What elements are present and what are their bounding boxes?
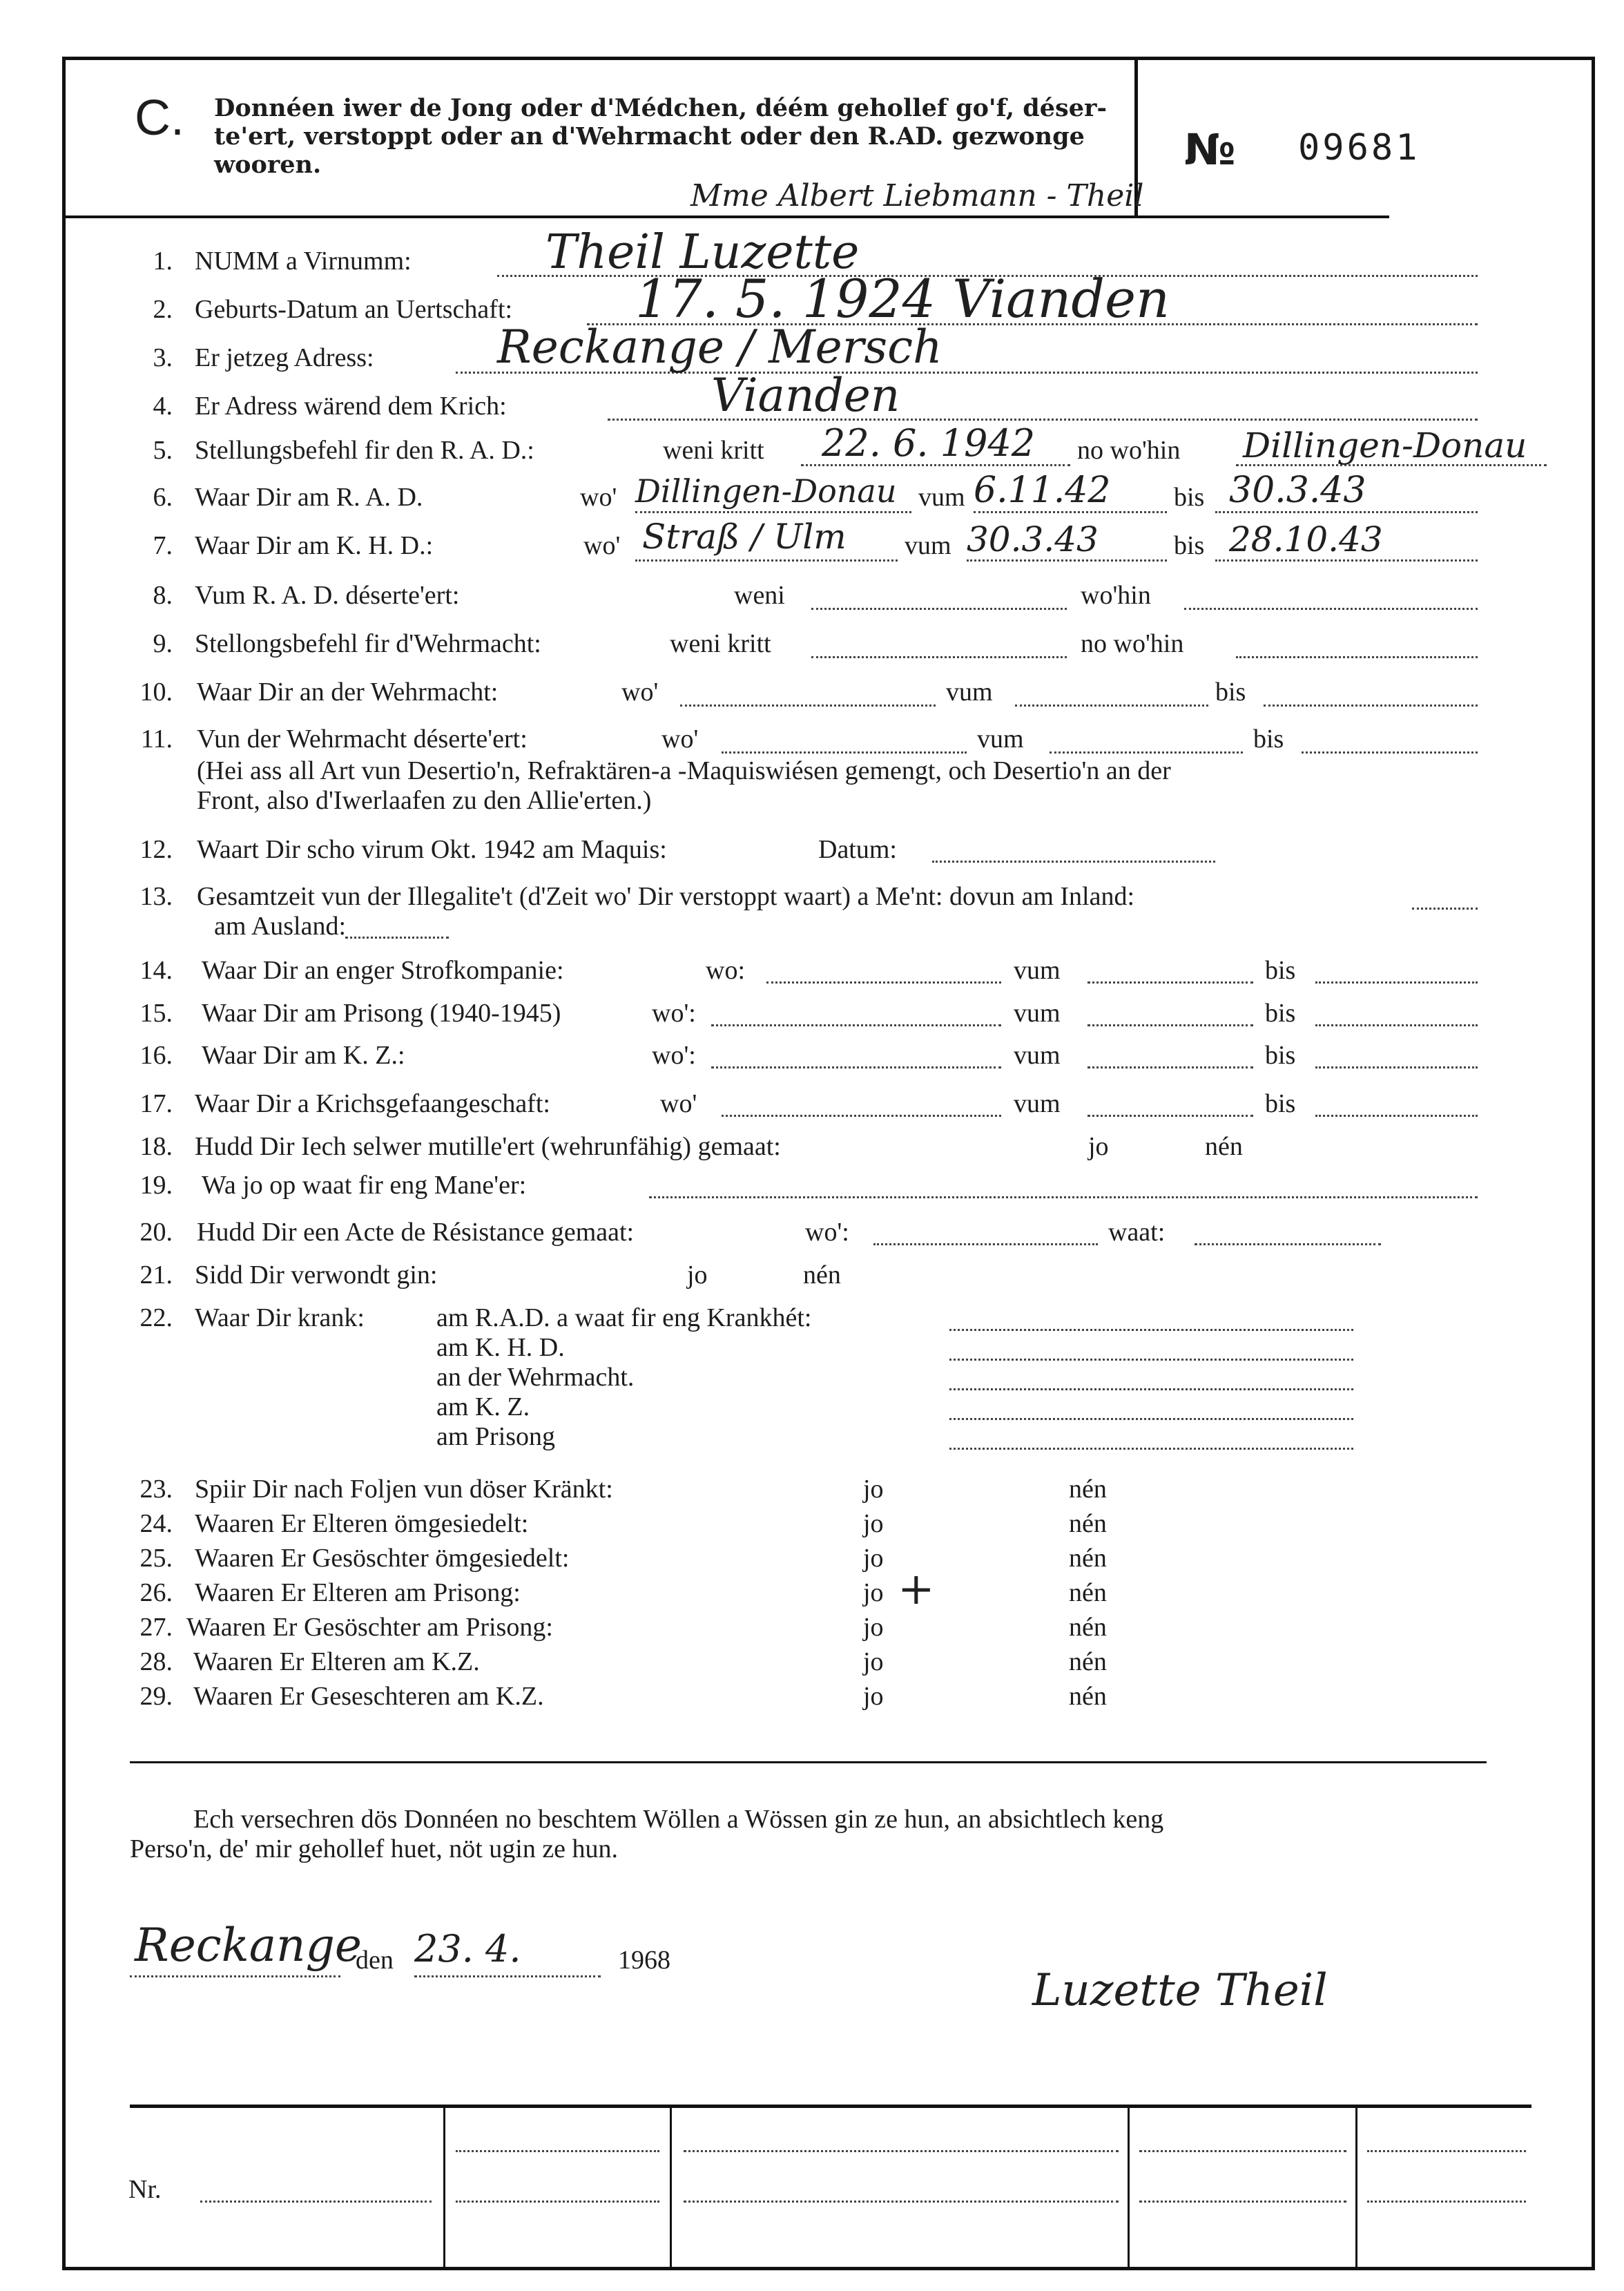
answer-line-15a <box>711 1024 1001 1026</box>
answer-line-17b <box>1088 1115 1253 1117</box>
question-13-line-2: am Ausland: <box>214 912 347 941</box>
answer-khd-to: 28.10.43 <box>1229 519 1383 559</box>
question-11-note-1: (Hei ass all Art vun Desertio'n, Refraktären-a -Maquiswiésen gemengt, och Desertio'n an der <box>197 756 1171 785</box>
answer-line-16c <box>1315 1066 1478 1068</box>
answer-line-13a <box>1412 908 1478 910</box>
footer-cell-line <box>684 2150 1119 2152</box>
place-line <box>130 1975 340 1977</box>
answer-line-11b <box>1050 751 1243 754</box>
nr-line <box>200 2201 432 2203</box>
signature-place: Reckange <box>135 1919 362 1972</box>
answer-line-7b <box>967 559 1167 562</box>
answer-rad-from: 6.11.42 <box>974 470 1111 511</box>
answer-line-14c <box>1315 981 1478 984</box>
answer-line-7c <box>1215 559 1478 562</box>
answer-birth: 17. 5. 1924 Vianden <box>635 268 1170 329</box>
answer-line-8a <box>811 608 1067 610</box>
answer-name: Theil Luzette <box>545 225 860 280</box>
year-label: 1968 <box>618 1946 670 1975</box>
answer-line-22c <box>949 1388 1353 1390</box>
heading-line-2: te'ert, verstoppt oder an d'Wehrmacht oder den R.AD. gezwonge <box>214 122 1085 151</box>
answer-line-22b <box>949 1359 1353 1361</box>
answer-line-14b <box>1088 981 1253 984</box>
date-line <box>414 1975 601 1977</box>
answer-war-address: Vianden <box>711 369 900 422</box>
footer-divider-1 <box>443 2108 445 2268</box>
answer-line-9a <box>811 656 1067 658</box>
answer-line-19 <box>649 1196 1478 1198</box>
answer-address: Reckange / Mersch <box>497 320 942 374</box>
q22-wehrmacht: an der Wehrmacht. <box>436 1363 635 1392</box>
answer-line-6b <box>974 511 1167 513</box>
answer-line-15c <box>1315 1024 1478 1026</box>
handwritten-cross-mark: + <box>898 1564 935 1615</box>
answer-line-11c <box>1302 751 1478 754</box>
form-number: 09681 <box>1298 127 1420 169</box>
footer-cell-line <box>456 2201 659 2203</box>
answer-line-16b <box>1088 1066 1253 1068</box>
question-11-note-2: Front, also d'Iwerlaafen zu den Allie'erten.) <box>197 786 652 815</box>
footer-divider-3 <box>1128 2108 1130 2268</box>
footer-divider-2 <box>670 2108 672 2268</box>
answer-line-17a <box>722 1115 1001 1117</box>
answer-line-10c <box>1264 704 1478 707</box>
answer-line-6a <box>635 511 911 513</box>
handwritten-note: Mme Albert Liebmann - Theil <box>690 178 1144 213</box>
answer-khd-from: 30.3.43 <box>967 519 1099 559</box>
section-separator <box>130 1761 1487 1763</box>
answer-line-9b <box>1236 656 1478 658</box>
answer-line-13b <box>345 937 449 939</box>
footer-cell-line <box>1367 2150 1526 2152</box>
heading-line-1: Donnéen iwer de Jong oder d'Médchen, déém gehollef go'f, déser- <box>214 94 1107 122</box>
answer-line-20a <box>873 1243 1098 1245</box>
footer-cell-line <box>456 2150 659 2152</box>
answer-khd-where: Straß / Ulm <box>642 517 847 557</box>
answer-line-7a <box>635 559 898 562</box>
answer-line-15b <box>1088 1024 1253 1026</box>
footer-cell-line <box>1367 2201 1526 2203</box>
q22-kz: am K. Z. <box>436 1392 530 1421</box>
footer-cell-line <box>684 2201 1119 2203</box>
answer-line-22a <box>949 1329 1353 1331</box>
numero-sign: № <box>1184 124 1236 175</box>
answer-line-10b <box>1015 704 1208 707</box>
footer-cell-line <box>1139 2150 1346 2152</box>
answer-line-22e <box>949 1448 1353 1450</box>
den-label: den <box>356 1946 394 1975</box>
section-letter: C. <box>135 90 184 146</box>
signature-date: 23. 4. <box>414 1927 521 1971</box>
declaration-line-2: Perso'n, de' mir gehollef huet, nöt ugin ze hun. <box>130 1834 619 1863</box>
answer-rad-place: Dillingen-Donau <box>1243 425 1527 466</box>
answer-line-16a <box>711 1066 1001 1068</box>
answer-rad-date: 22. 6. 1942 <box>822 421 1036 465</box>
answer-line-11a <box>722 751 967 754</box>
signature: Luzette Theil <box>1032 1965 1328 2016</box>
answer-rad-where: Dillingen-Donau <box>635 472 897 510</box>
header-rule <box>64 215 1389 218</box>
nr-label: Nr. <box>128 2175 162 2204</box>
heading-line-3: wooren. <box>214 151 322 179</box>
answer-line-22d <box>949 1418 1353 1420</box>
footer-divider-4 <box>1355 2108 1357 2268</box>
footer-cell-line <box>1139 2201 1346 2203</box>
answer-line-8b <box>1184 608 1478 610</box>
declaration-line-1: Ech versechren dös Donnéen no beschtem Wöllen a Wössen gin ze hun, an absichtlech keng <box>193 1805 1164 1834</box>
q22-khd: am K. H. D. <box>436 1333 565 1362</box>
answer-line-17c <box>1315 1115 1478 1117</box>
answer-line-14a <box>766 981 1001 984</box>
footer-top-rule <box>130 2105 1531 2108</box>
q22-prisong: am Prisong <box>436 1422 556 1451</box>
answer-line-6c <box>1215 511 1478 513</box>
answer-line-10a <box>680 704 936 707</box>
answer-rad-to: 30.3.43 <box>1229 470 1366 511</box>
answer-line-20b <box>1195 1243 1381 1245</box>
answer-line-12 <box>932 861 1215 863</box>
section-heading <box>214 94 1112 179</box>
